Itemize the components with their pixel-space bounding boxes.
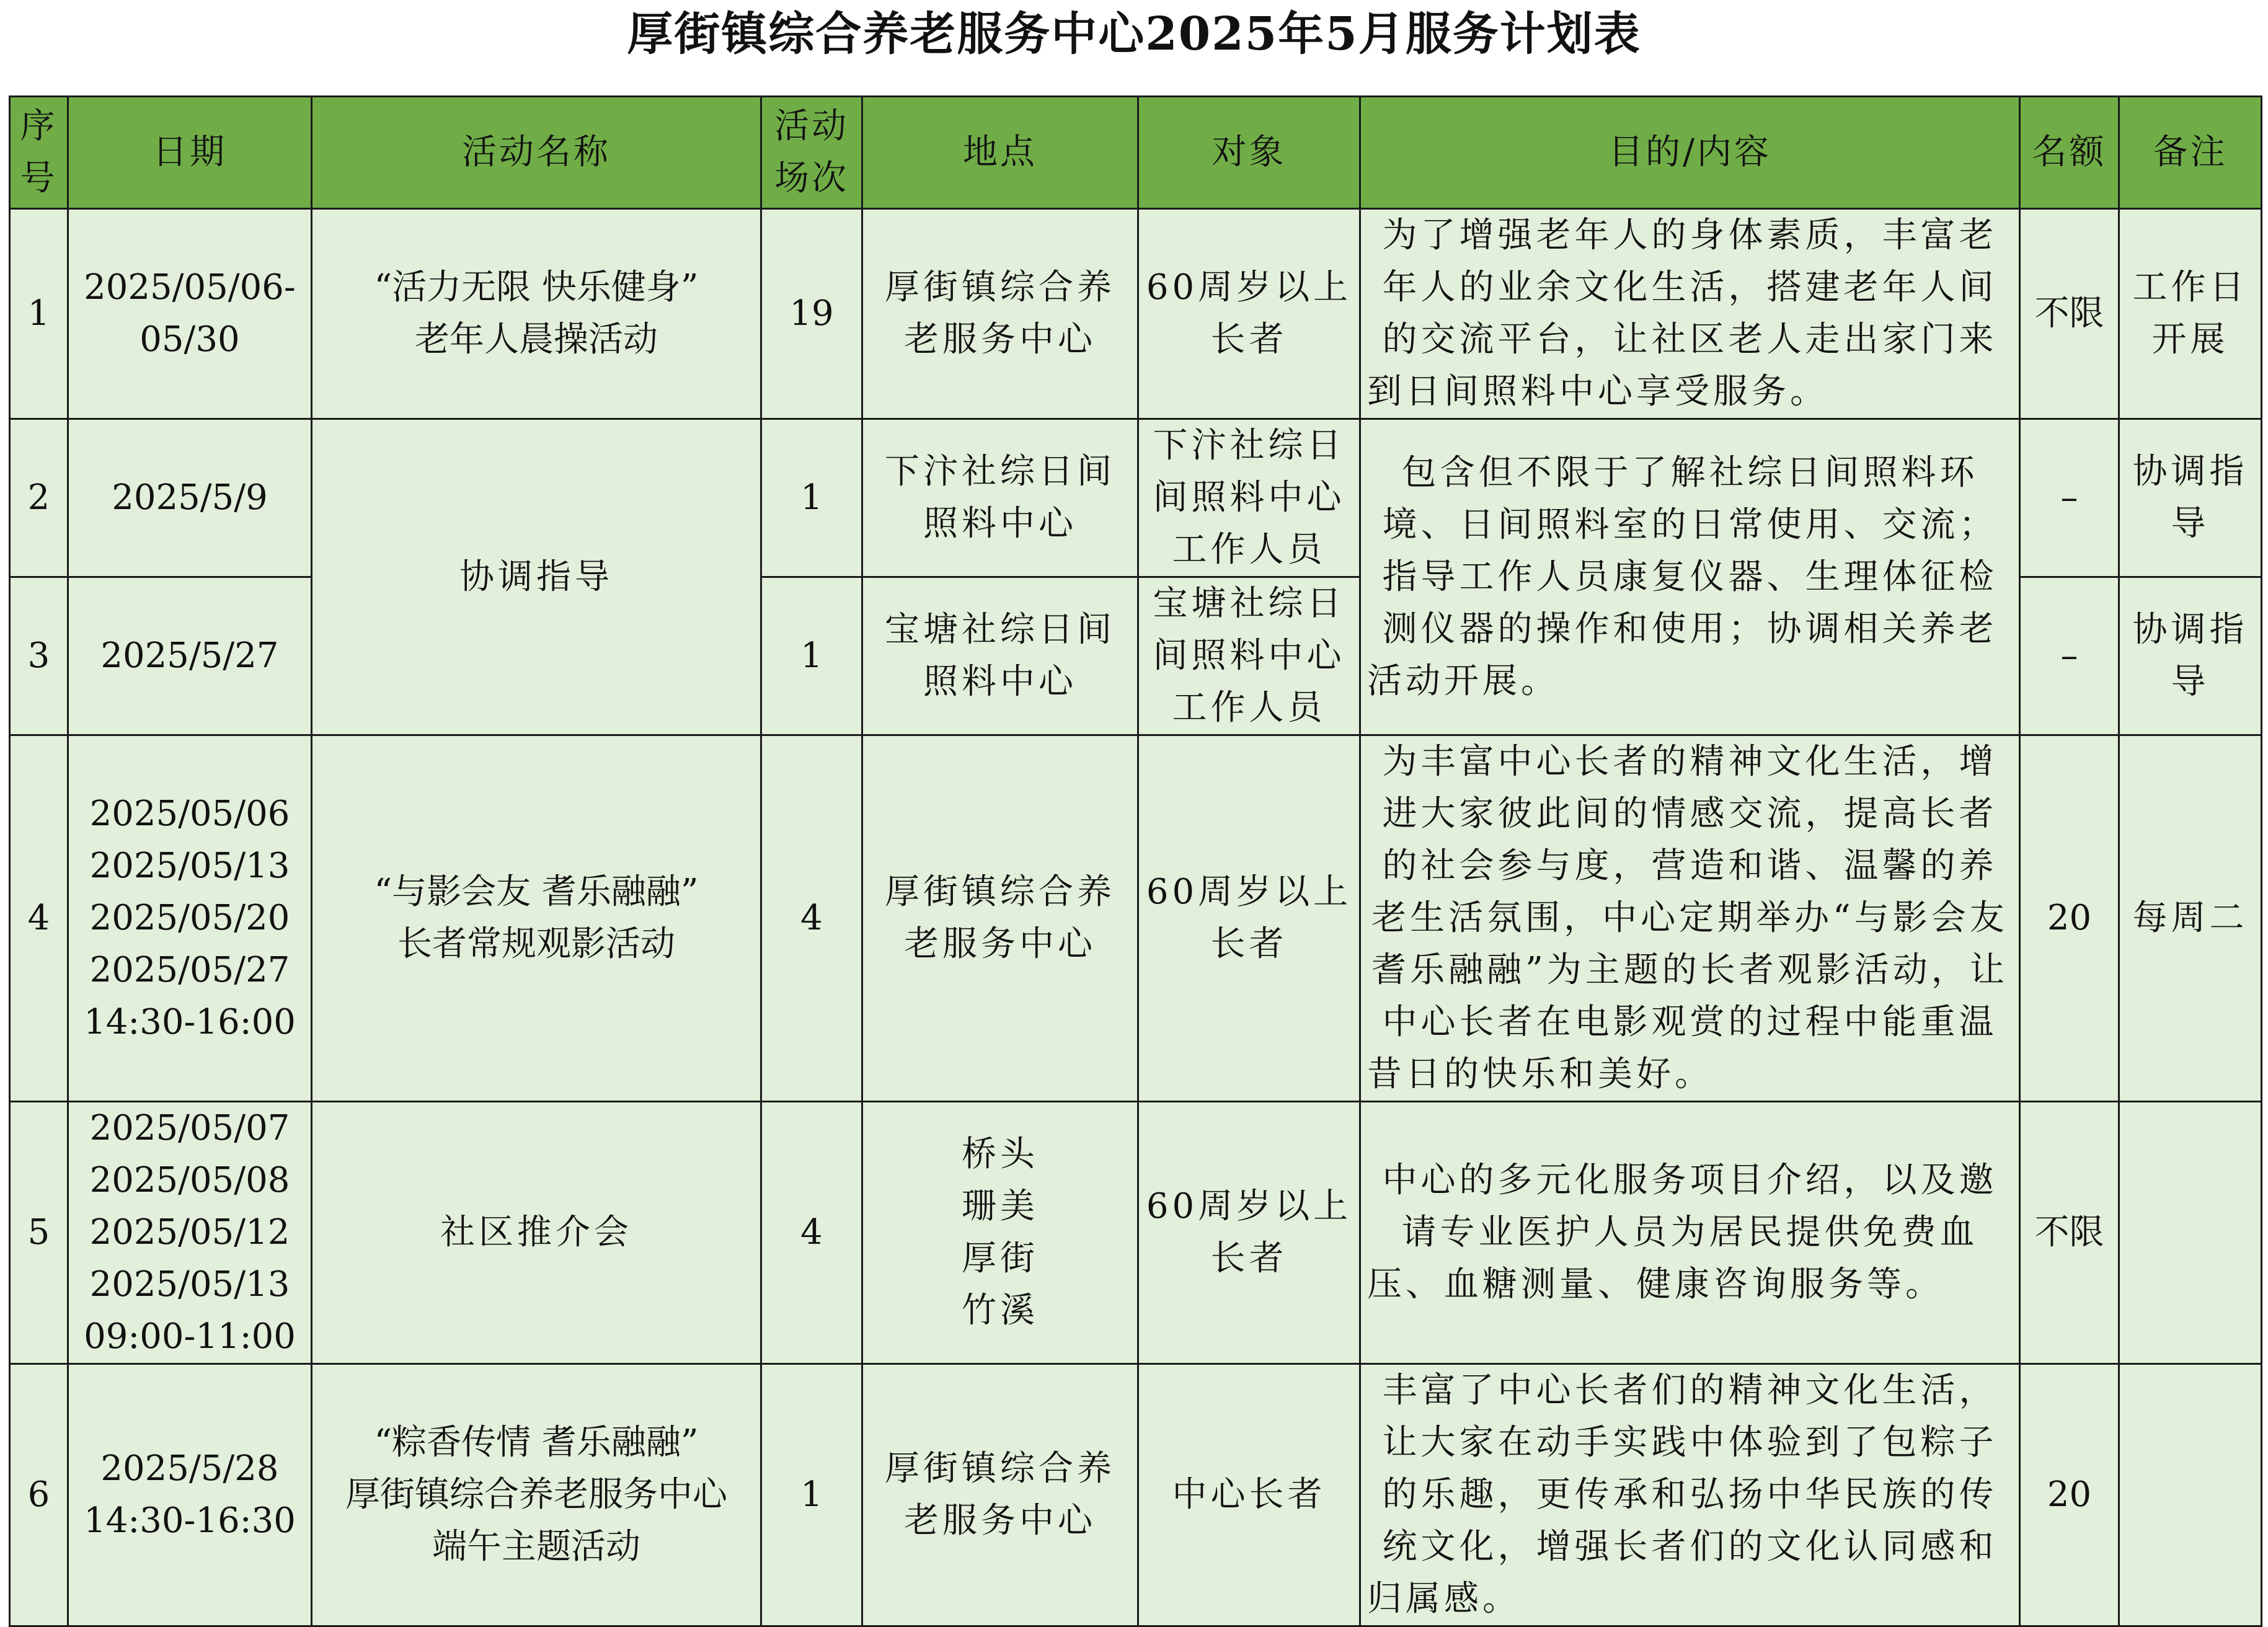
row-sessions: 4 xyxy=(761,1102,862,1364)
row-no: 2 xyxy=(10,419,68,577)
table-row xyxy=(10,735,2262,1102)
header-place: 地点 xyxy=(862,97,1138,209)
row-sessions: 1 xyxy=(761,1364,862,1626)
header-purpose: 目的/内容 xyxy=(1360,97,2020,209)
header-name: 活动名称 xyxy=(312,97,761,209)
row-target: 中心长者 xyxy=(1138,1364,1360,1626)
header-target: 对象 xyxy=(1138,97,1360,209)
row-target: 60周岁以上 长者 xyxy=(1138,735,1360,1102)
row-purpose: 包含但不限于了解社综日间照料环境、日间照料室的日常使用、交流；指导工作人员康复仪器、生理体征检测仪器的操作和使用；协调相关养老活动开展。 xyxy=(1360,419,2020,735)
header-quota: 名额 xyxy=(2020,97,2119,209)
header-date: 日期 xyxy=(68,97,312,209)
row-purpose: 丰富了中心长者们的精神文化生活，让大家在动手实践中体验到了包粽子的乐趣，更传承和弘扬中华民族的传统文化，增强长者们的文化认同感和归属感。 xyxy=(1360,1364,2020,1626)
row-target: 下汴社综日 间照料中心 工作人员 xyxy=(1138,419,1360,577)
row-quota: 不限 xyxy=(2020,1102,2119,1364)
row-remark: 工作日 开展 xyxy=(2119,209,2262,419)
row-name: “活力无限 快乐健身” 老年人晨操活动 xyxy=(312,209,761,419)
table-header-row xyxy=(10,97,2262,209)
row-purpose: 中心的多元化服务项目介绍，以及邀请专业医护人员为居民提供免费血压、血糖测量、健康咨询服务等。 xyxy=(1360,1102,2020,1364)
row-sessions: 4 xyxy=(761,735,862,1102)
row-sessions: 1 xyxy=(761,419,862,577)
row-remark: 协调指 导 xyxy=(2119,419,2262,577)
service-plan-table xyxy=(9,95,2262,1627)
row-no: 6 xyxy=(10,1364,68,1626)
row-place: 厚街镇综合养 老服务中心 xyxy=(862,1364,1138,1626)
row-place: 厚街镇综合养 老服务中心 xyxy=(862,209,1138,419)
row-quota: 不限 xyxy=(2020,209,2119,419)
table-row xyxy=(10,1364,2262,1626)
row-sessions: 19 xyxy=(761,209,862,419)
row-date: 2025/5/27 xyxy=(68,577,312,735)
row-quota: 20 xyxy=(2020,1364,2119,1626)
row-quota: – xyxy=(2020,577,2119,735)
row-name: “粽香传情 耆乐融融” 厚街镇综合养老服务中心 端午主题活动 xyxy=(312,1364,761,1626)
row-place: 厚街镇综合养 老服务中心 xyxy=(862,735,1138,1102)
row-purpose: 为丰富中心长者的精神文化生活，增进大家彼此间的情感交流，提高长者的社会参与度，营造和谐、温馨的养老生活氛围，中心定期举办“与影会友 耆乐融融”为主题的长者观影活动，让中心长者在电影观赏的过程中能重温昔日的快乐和美好。 xyxy=(1360,735,2020,1102)
row-remark xyxy=(2119,1364,2262,1626)
row-place: 桥头 珊美 厚街 竹溪 xyxy=(862,1102,1138,1364)
row-date: 2025/05/06 2025/05/13 2025/05/20 2025/05/27 14:30-16:00 xyxy=(68,735,312,1102)
row-date: 2025/5/28 14:30-16:30 xyxy=(68,1364,312,1626)
row-no: 5 xyxy=(10,1102,68,1364)
row-quota: 20 xyxy=(2020,735,2119,1102)
row-no: 3 xyxy=(10,577,68,735)
row-target: 60周岁以上 长者 xyxy=(1138,1102,1360,1364)
table-row xyxy=(10,1102,2262,1364)
row-name: 协调指导 xyxy=(312,419,761,735)
row-target: 60周岁以上 长者 xyxy=(1138,209,1360,419)
row-remark: 每周二 xyxy=(2119,735,2262,1102)
page-title: 厚街镇综合养老服务中心2025年5月服务计划表 xyxy=(627,7,1641,61)
row-remark: 协调指 导 xyxy=(2119,577,2262,735)
header-remark: 备注 xyxy=(2119,97,2262,209)
row-date: 2025/05/07 2025/05/08 2025/05/12 2025/05/13 09:00-11:00 xyxy=(68,1102,312,1364)
header-sessions: 活动 场次 xyxy=(761,97,862,209)
row-name: “与影会友 耆乐融融” 长者常规观影活动 xyxy=(312,735,761,1102)
header-no: 序 号 xyxy=(10,97,68,209)
row-sessions: 1 xyxy=(761,577,862,735)
row-purpose: 为了增强老年人的身体素质，丰富老年人的业余文化生活，搭建老年人间的交流平台，让社区老人走出家门来到日间照料中心享受服务。 xyxy=(1360,209,2020,419)
row-place: 下汴社综日间 照料中心 xyxy=(862,419,1138,577)
row-quota: – xyxy=(2020,419,2119,577)
row-date: 2025/05/06- 05/30 xyxy=(68,209,312,419)
table-row xyxy=(10,209,2262,419)
row-name: 社区推介会 xyxy=(312,1102,761,1364)
row-target: 宝塘社综日 间照料中心 工作人员 xyxy=(1138,577,1360,735)
row-place: 宝塘社综日间 照料中心 xyxy=(862,577,1138,735)
row-date: 2025/5/9 xyxy=(68,419,312,577)
table-row xyxy=(10,419,2262,577)
row-remark xyxy=(2119,1102,2262,1364)
row-no: 4 xyxy=(10,735,68,1102)
row-no: 1 xyxy=(10,209,68,419)
